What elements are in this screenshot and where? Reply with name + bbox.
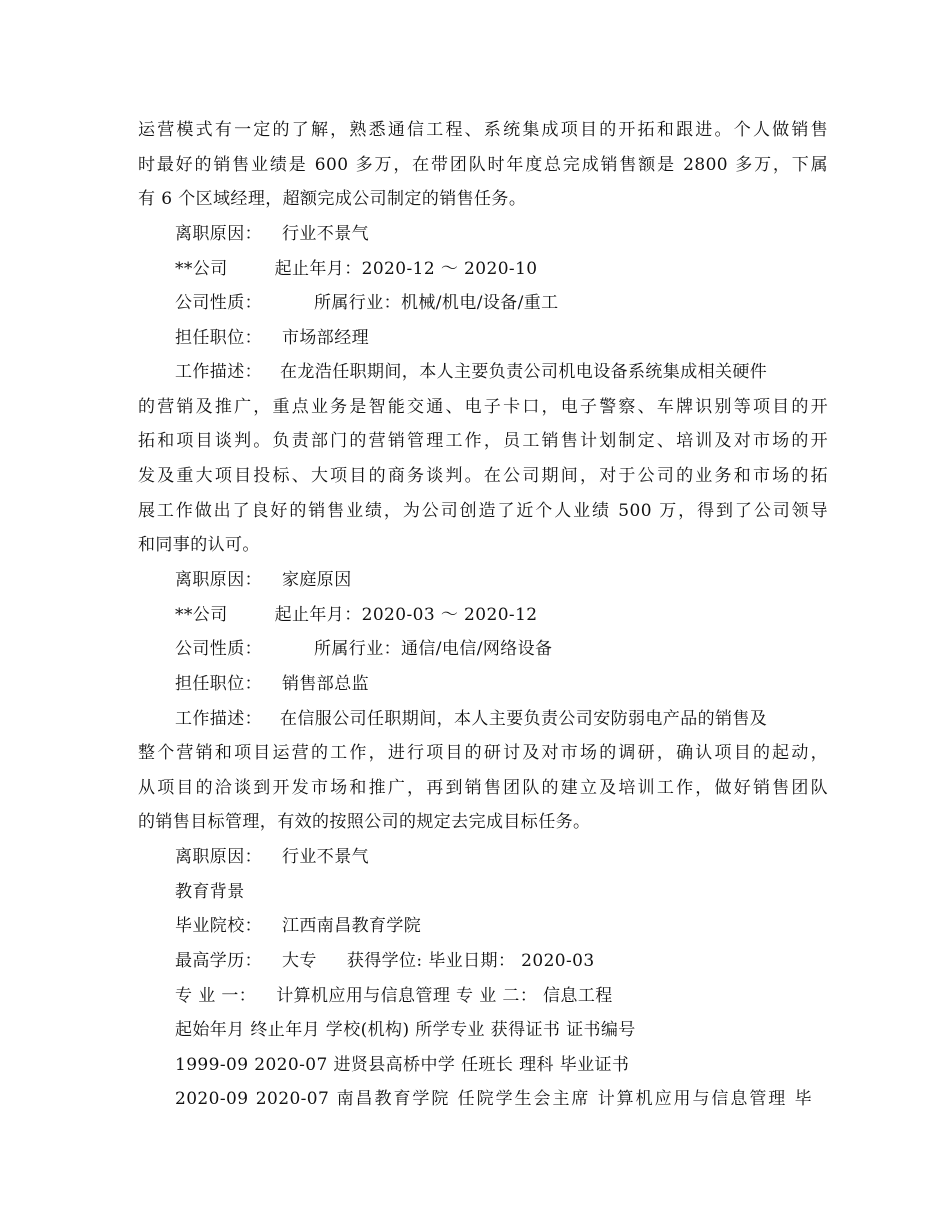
education-table-header: 起始年月 终止年月 学校(机构) 所学专业 获得证书 证书编号: [175, 1020, 636, 1040]
paragraph-line: 整个营销和项目运营的工作，进行项目的研讨及对市场的调研，确认项目的起动，: [138, 743, 828, 763]
leave-reason-row: [175, 847, 865, 867]
employment-period: 起止年月：2020-12 ～ 2020-10: [274, 259, 538, 279]
paragraph-line: 的营销及推广，重点业务是智能交通、电子卡口，电子警察、车牌识别等项目的开: [138, 397, 828, 417]
school-row: [175, 916, 865, 936]
major-row: [175, 986, 865, 1006]
leave-reason-label: 离职原因：: [175, 847, 262, 867]
position-row: [175, 328, 865, 348]
employment-period: 起止年月：2020-03 ～ 2020-12: [274, 605, 538, 625]
industry-value: 所属行业：通信/电信/网络设备: [314, 639, 553, 659]
degree-value: 大专: [282, 951, 317, 971]
leave-reason-value: 行业不景气: [282, 224, 369, 244]
school-value: 江西南昌教育学院: [282, 916, 422, 936]
degree-row: [175, 951, 865, 971]
paragraph-line: 拓和项目谈判。负责部门的营销管理工作，员工销售计划制定、培训及对市场的开: [138, 431, 828, 451]
company-row: [175, 259, 865, 279]
company-name: **公司: [175, 259, 228, 279]
job-description-row: [175, 709, 828, 729]
paragraph-line: 展工作做出了良好的销售业绩，为公司创造了近个人业绩 500 万，得到了公司领导: [138, 501, 828, 521]
position-label: 担任职位：: [175, 674, 262, 694]
leave-reason-label: 离职原因：: [175, 570, 262, 590]
position-row: [175, 674, 865, 694]
job-description-label: 工作描述：: [175, 362, 262, 382]
section-heading: 教育背景: [175, 882, 245, 902]
job-description-row: [175, 362, 828, 382]
paragraph-line: 有 6 个区域经理，超额完成公司制定的销售任务。: [138, 189, 527, 209]
job-description-label: 工作描述：: [175, 709, 262, 729]
major-value: 计算机应用与信息管理 专 业 二： 信息工程: [276, 986, 613, 1006]
company-nature-row: [175, 293, 865, 313]
school-label: 毕业院校：: [175, 916, 262, 936]
position-value: 销售部总监: [282, 674, 369, 694]
company-row: [175, 605, 865, 625]
company-nature-row: [175, 639, 865, 659]
job-description-text: 在龙浩任职期间，本人主要负责公司机电设备系统集成相关硬件: [280, 362, 768, 382]
paragraph-line: 运营模式有一定的了解，熟悉通信工程、系统集成项目的开拓和跟进。个人做销售: [138, 120, 828, 140]
company-nature-label: 公司性质：: [175, 639, 262, 659]
major-label: 专 业 一：: [175, 986, 257, 1006]
leave-reason-value: 行业不景气: [282, 847, 369, 867]
leave-reason-value: 家庭原因: [282, 570, 352, 590]
paragraph-line: 的销售目标管理，有效的按照公司的规定去完成目标任务。: [138, 812, 591, 832]
job-description-text: 在信服公司任职期间，本人主要负责公司安防弱电产品的销售及: [280, 709, 768, 729]
industry-value: 所属行业：机械/机电/设备/重工: [314, 293, 559, 313]
leave-reason-label: 离职原因：: [175, 224, 262, 244]
degree-label: 最高学历：: [175, 951, 262, 971]
paragraph-line: 从项目的洽谈到开发市场和推广，再到销售团队的建立及培训工作，做好销售团队: [138, 778, 828, 798]
paragraph-line: 和同事的认可。: [138, 535, 260, 555]
position-value: 市场部经理: [282, 328, 369, 348]
degree-details: 获得学位: 毕业日期： 2020-03: [346, 951, 595, 971]
leave-reason-row: [175, 224, 865, 244]
position-label: 担任职位：: [175, 328, 262, 348]
leave-reason-row: [175, 570, 865, 590]
company-name: **公司: [175, 605, 228, 625]
paragraph-line: 发及重大项目投标、大项目的商务谈判。在公司期间，对于公司的业务和市场的拓: [138, 466, 828, 486]
education-table-row: 2020-09 2020-07 南昌教育学院 任院学生会主席 计算机应用与信息管理 毕: [175, 1089, 812, 1109]
company-nature-label: 公司性质：: [175, 293, 262, 313]
paragraph-line: 时最好的销售业绩是 600 多万，在带团队时年度总完成销售额是 2800 多万，下属: [138, 155, 828, 175]
education-table-row: 1999-09 2020-07 进贤县高桥中学 任班长 理科 毕业证书: [175, 1055, 630, 1075]
